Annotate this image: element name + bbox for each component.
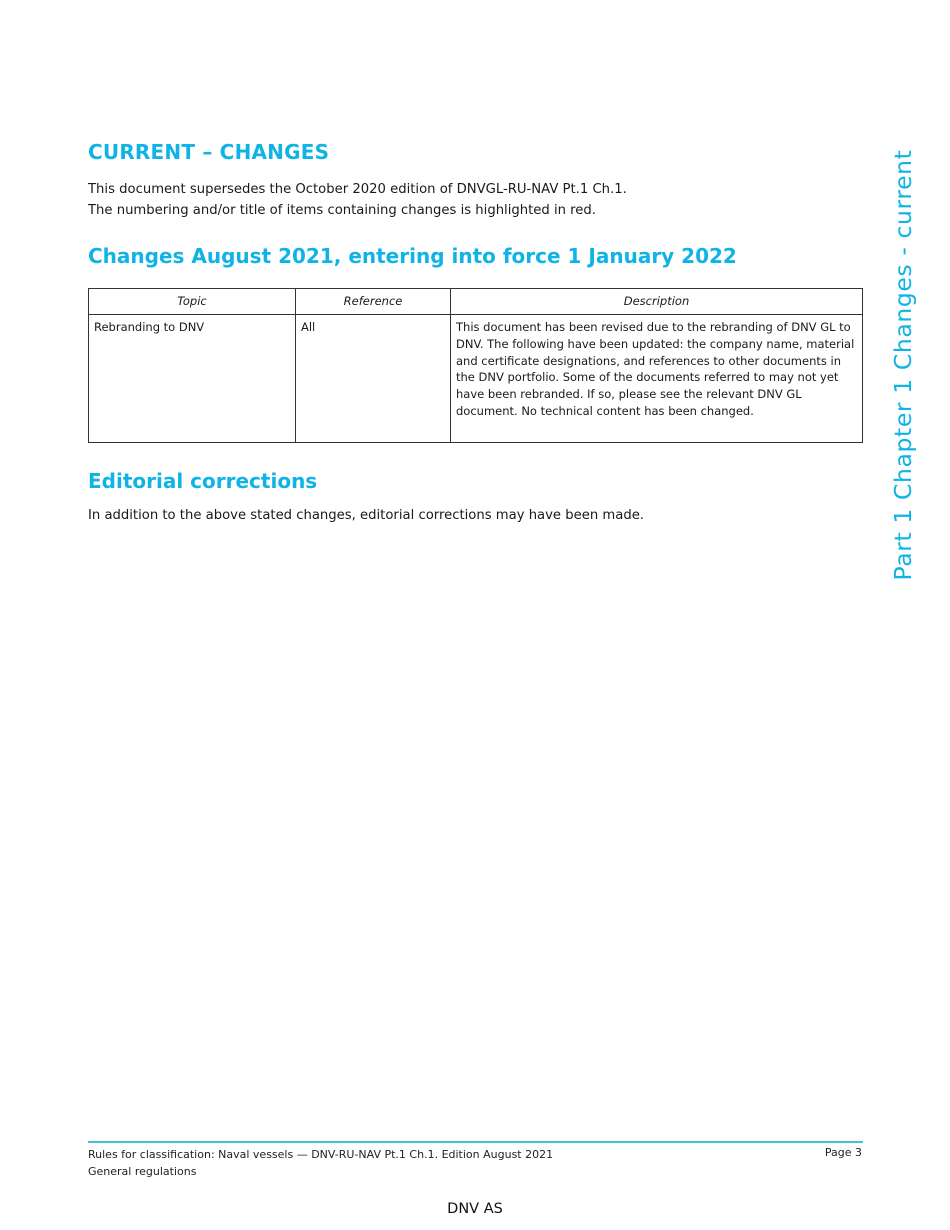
table-header-row bbox=[89, 289, 863, 315]
header-description: Description bbox=[451, 289, 863, 315]
page-number: Page 3 bbox=[824, 1146, 862, 1159]
editorial-text: In addition to the above stated changes, editorial corrections may have been made. bbox=[88, 508, 644, 523]
cell-reference: All bbox=[296, 315, 451, 443]
cell-description: This document has been revised due to the rebranding of DNV GL to DNV. The following have been updated: the company name, material and certificate designations, and references to other documents in the DNV portfolio. Some of the documents referred to may not yet have been rebranded. If so, please see the relevant DNV GL document. No technical content has been changed. bbox=[451, 315, 863, 443]
footer-line-2: General regulations bbox=[88, 1165, 197, 1178]
intro-line-2: The numbering and/or title of items containing changes is highlighted in red. bbox=[88, 203, 596, 218]
changes-table bbox=[88, 288, 863, 443]
footer-line-1: Rules for classification: Naval vessels — DNV-RU-NAV Pt.1 Ch.1. Edition August 2021 bbox=[88, 1148, 554, 1161]
side-chapter-label: Part 1 Chapter 1 Changes - current bbox=[889, 149, 917, 581]
header-reference: Reference bbox=[296, 289, 451, 315]
editorial-heading: Editorial corrections bbox=[88, 469, 318, 493]
intro-paragraph bbox=[88, 179, 627, 221]
table-row bbox=[89, 315, 863, 443]
intro-line-1: This document supersedes the October 2020 edition of DNVGL-RU-NAV Pt.1 Ch.1. bbox=[88, 182, 627, 197]
footer-document-info bbox=[88, 1146, 553, 1180]
page-title: CURRENT – CHANGES bbox=[88, 140, 330, 164]
footer-divider bbox=[88, 1141, 863, 1143]
changes-heading: Changes August 2021, entering into force 1 January 2022 bbox=[88, 244, 737, 268]
cell-topic: Rebranding to DNV bbox=[89, 315, 296, 443]
footer-company: DNV AS bbox=[447, 1201, 503, 1217]
header-topic: Topic bbox=[89, 289, 296, 315]
